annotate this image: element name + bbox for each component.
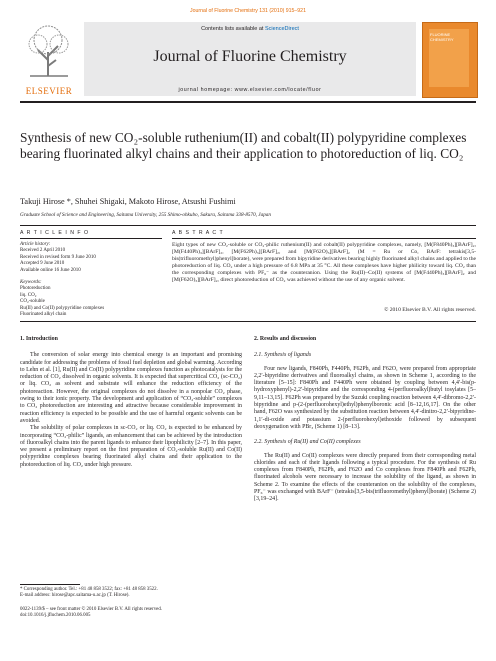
copyright: © 2010 Elsevier B.V. All rights reserved. [384, 307, 476, 313]
header-divider [20, 101, 476, 103]
cover-text [430, 32, 453, 42]
cover-line: FLUORINE [430, 32, 451, 37]
doi-link[interactable]: doi:10.1016/j.jfluchem.2010.06.005 [20, 613, 91, 619]
footnote-divider [20, 584, 80, 585]
keyword: CO₂-soluble [20, 299, 45, 305]
keyword: Fluorinated alkyl chain [20, 312, 67, 318]
left-column [20, 336, 242, 469]
subsection-heading: 2.2. Synthesis of Ru(II) and Co(II) complexes [254, 439, 361, 446]
keyword: Photoreduction [20, 286, 51, 292]
article-info [20, 242, 162, 318]
issn-doi [20, 607, 242, 619]
keywords-label: Keywords: [20, 280, 42, 286]
section-heading: 1. Introduction [20, 336, 58, 342]
article-affiliation: Graduate School of Science and Engineering, Saitama University, 255 Shimo-ohkubo, Sakura, Saitama 338-8570, Japan [20, 212, 271, 218]
paragraph: Four new ligands, F840Ph, F440Ph, F62Ph, and F62O, were prepared from appropriate 2,2′-bipyridine derivatives and fluoroalkyl chains, as shown in Scheme 1, according to the literature [5–15]: F840Ph and F440Ph were obtained by coupling between 4,4′-bis(p-hydroxyphenyl)-2,2′-bipyridine and the corresponding 4-(perfluoroalkyl)butyl tosylates [5–9,11–13,15]. F62Ph was prepared by the Suzuki coupling reaction between 4,4′-dibromo-2,2′-bipyridine and p-(2-(perfluorohexyl)ethyl)phenylboronic acid [8–12,16,17]. On the other hand, F62O was synthesized by the substitution reaction between 4,4′-dinitro-2,2′-bipyridine-1,1′-di-oxide and potassium 2-(perfluorohexyl)ethoxide followed by subsequent deoxygenation with PBr₃ (Scheme 1) [8–13]. [254, 365, 476, 430]
history-label: Article history: [20, 242, 51, 247]
footnote [20, 587, 242, 599]
history-item: Received 2 April 2010 [20, 248, 66, 254]
journal-reference: Journal of Fluorine Chemistry 131 (2010) 915–921 [190, 8, 306, 14]
homepage-link[interactable]: www.elsevier.com/locate/fluor [234, 87, 322, 93]
publisher-logo-text: ELSEVIER [25, 86, 73, 96]
subsection-heading: 2.1. Synthesis of ligands [254, 352, 312, 359]
article-authors: Takuji Hirose *, Shuhei Shigaki, Makoto Hirose, Atsushi Fushimi [20, 197, 236, 206]
issn-line: 0022-1139/$ – see front matter © 2010 Elsevier B.V. All rights reserved. [20, 607, 162, 612]
article-title: Synthesis of new CO₂-soluble ruthenium(II) and cobalt(II) polypyridine complexes bearing fluorinated alkyl chains and their application to photoreduction of liq. CO₂ [20, 130, 467, 161]
divider [20, 321, 476, 322]
sciencedirect-link[interactable]: ScienceDirect [264, 26, 299, 32]
email-line[interactable]: E-mail address: hirose@apc.saitama-u.ac.jp (T. Hirose). [20, 593, 130, 599]
paragraph: The conversion of solar energy into chemical energy is an important and promising candidate for addressing the problems of fossil fuel depletion and global warming. According to Lehn et al. [1], Ru(II) and Co(II) polypyridine complexes function as photocatalysts for the reduction of CO₂ dissolved in organic solvents. It is expected that supercritical CO₂ (sc-CO₂) or liq. CO₂ as solvent and substrate will enhance the reduction efficiency of the photoreaction. However, the original complexes do not dissolve in a nonpolar CO₂ phase, owing to their ionic property. The development and application of “CO₂-soluble” complexes to CO₂ photoreduction are interesting and attractive because considerable improvement in reaction efficiency is expected to be possible and the use of harmful organic solvents can be avoided. [20, 352, 242, 424]
right-column [254, 336, 476, 504]
divider [20, 238, 162, 239]
contents-line [84, 26, 416, 32]
journal-cover-image [422, 22, 478, 98]
cover-line: CHEMISTRY [430, 37, 454, 42]
section-heading: 2. Results and discussion [254, 336, 317, 342]
history-item: Accepted 9 June 2010 [20, 261, 65, 267]
paragraph: The solubility of polar complexes in sc-CO₂ or liq. CO₂ is expected to be enhanced by incorporating “CO₂-philic” ligands, an enhancement that can be achieved by the introduction of fluoroalkyl chains into the parent ligands to enhance their lipophilicity [2–7]. In this paper, we present a preliminary report on the first preparation of CO₂-soluble Ru(II) and Co(II) polypyridine complexes bearing fluorinated alkyl chains and their application to the photoreduction of liq. CO₂ under high pressure. [20, 425, 242, 468]
homepage-prefix: journal homepage: [178, 87, 235, 93]
keyword: liq. CO₂ [20, 292, 37, 298]
keyword: Ru(II) and Co(II) polypyridine complexes [20, 305, 105, 311]
homepage-line [84, 87, 416, 93]
tree-icon [26, 22, 72, 78]
contents-prefix: Contents lists available at [201, 26, 265, 32]
journal-title: Journal of Fluorine Chemistry [153, 48, 347, 65]
abstract-header: A B S T R A C T [172, 230, 224, 236]
divider [172, 238, 476, 239]
history-item: Received in revised form 9 June 2010 [20, 254, 96, 260]
paragraph: The Ru(II) and Co(II) complexes were directly prepared from their corresponding metal chlorides and each of their ligands following a typical procedure. For the synthesis of Ru complexes from F840Ph, F62Ph, and F62O and Co complexes from F840Ph and F62Ph, fluorinated alcohols were necessary to increase the solubility of the ligand, as shown in Scheme 2. To examine the effects of the counteranion on the solubility of the complexes, PF₆⁻ was exchanged with BArF⁻ (tetrakis[3,5-bis(trifluoromethyl)phenyl]borate) (Scheme 2) [3,19–24]. [254, 452, 476, 503]
corresponding-author: * Corresponding author. Tel.: +81 48 858 3522; fax: +81 48 858 3522. [20, 587, 158, 592]
divider [20, 225, 476, 226]
journal-banner [84, 22, 416, 96]
abstract-text: Eight types of new CO₂-soluble or CO₂-philic ruthenium(II) and cobalt(II) polypyridine complexes, namely, [M(F840Ph)₃][BArF]₂, [M(F440Ph)₃][BArF]₂, [M(F62Ph)₃][BArF]₂, and [M(F62O)₃][BArF]₂ (M = Ru or Co, BArF: tetrakis[3,5-bis(trifluoromethyl)phenyl]borate), were prepared from bipyridine derivatives bearing highly fluorinated alkyl chains and applied to the photoreduction of liq. CO₂ under a high pressure of 6.8 MPa at 35 °C. All these complexes have higher philicity toward liq. CO₂ than the corresponding complexes with PF₆⁻ as the counteranion. Using the Ru(II)–Co(II) systems of [M(F440Ph)₃][BArF]₂ and [M(F62O)₃][BArF]₂, direct photoreduction of CO₂ was achieved without the use of any organic solvent. [172, 242, 476, 284]
article-info-header: A R T I C L E I N F O [20, 230, 90, 236]
elsevier-logo [20, 22, 78, 96]
history-item: Available online 16 June 2010 [20, 267, 81, 273]
